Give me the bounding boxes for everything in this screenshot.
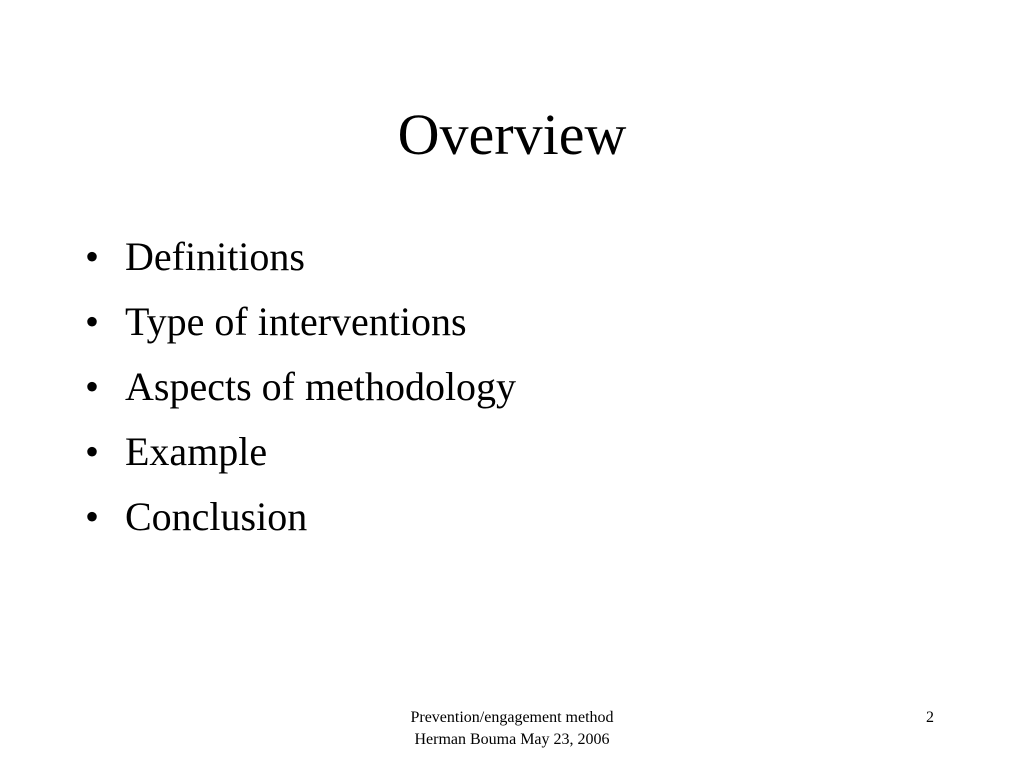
bullet-icon: • — [85, 494, 100, 539]
bullet-icon: • — [85, 234, 100, 279]
slide-footer — [312, 707, 712, 751]
bullet-text: Aspects of methodology — [125, 364, 517, 409]
bullet-icon: • — [85, 299, 100, 344]
bullet-icon: • — [85, 364, 100, 409]
bullet-text: Definitions — [125, 234, 305, 279]
footer-line-1: Prevention/engagement method — [410, 709, 614, 726]
footer-line-2: Herman Bouma May 23, 2006 — [414, 731, 610, 748]
bullet-item — [85, 359, 516, 424]
bullet-list — [85, 229, 516, 554]
page-number: 2 — [926, 709, 934, 726]
bullet-item — [85, 294, 516, 359]
bullet-text: Example — [125, 429, 268, 474]
bullet-text: Conclusion — [125, 494, 308, 539]
bullet-icon: • — [85, 429, 100, 474]
slide-title: Overview — [397, 102, 627, 167]
bullet-text: Type of interventions — [125, 299, 467, 344]
bullet-item — [85, 489, 516, 554]
bullet-item — [85, 229, 516, 294]
bullet-item — [85, 424, 516, 489]
